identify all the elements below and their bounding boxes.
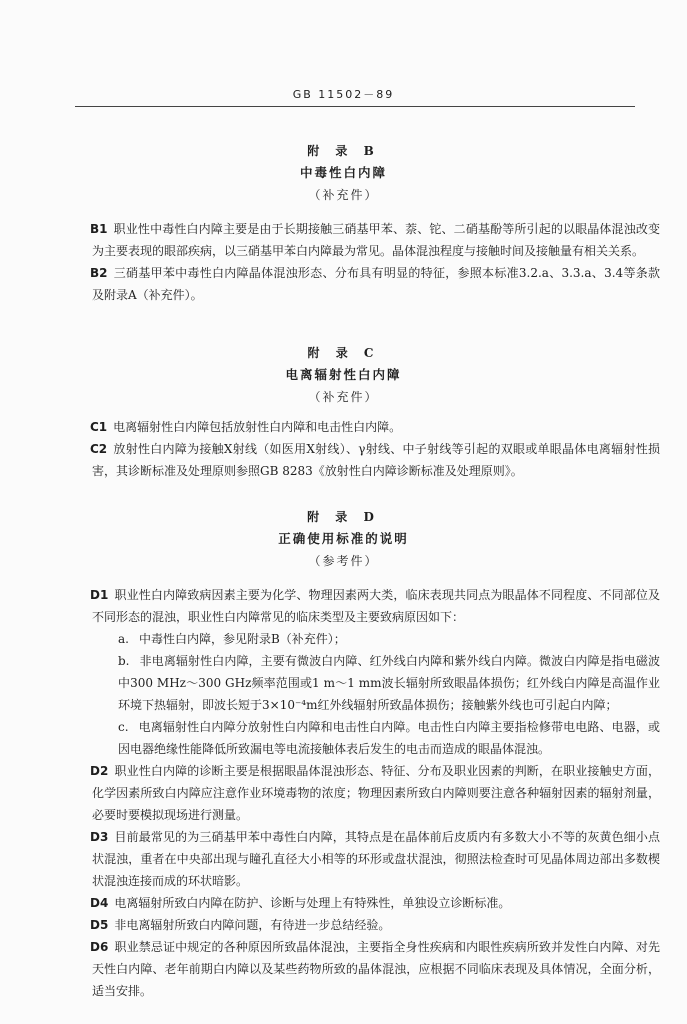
appendix-d-note: （参考件）	[308, 554, 379, 568]
clause-text: 非电离辐射所致白内障问题，有待进一步总结经验。	[114, 918, 391, 932]
appendix-b-heading	[0, 140, 687, 206]
clause-text: 职业性中毒性白内障主要是由于长期接触三硝基甲苯、萘、铊、二硝基酚等所引起的以眼晶体混浊改变为主要表现的眼部疾病，以三硝基甲苯白内障最为常见。晶体混浊程度与接触时间及接触量有相关关系。	[92, 222, 660, 258]
appendix-c-body	[92, 416, 660, 482]
list-text: 非电离辐射性白内障，主要有微波白内障、红外线白内障和紫外线白内障。微波白内障是指电磁波中300 MHz～300 GHz频率范围或1 m～1 mm波长辐射所致眼晶体损伤；红外线白内障是高温作业环境下热辐射，即波长短于3×10⁻⁴m红外线辐射所致晶体损伤；接触紫外线也可引起白内障；	[118, 654, 660, 712]
header-rule	[75, 106, 635, 107]
appendix-c-heading	[0, 342, 687, 408]
clause-number: B2	[90, 266, 108, 280]
list-item-b	[118, 650, 660, 716]
paragraph-d2	[92, 760, 660, 826]
clause-number: D3	[90, 830, 109, 844]
paragraph-b1	[92, 218, 660, 262]
list-text: 中毒性白内障，参见附录B（补充件）；	[138, 632, 346, 646]
paragraph-d1	[92, 584, 660, 628]
clause-text: 目前最常见的为三硝基甲苯中毒性白内障，其特点是在晶体前后皮质内有多数大小不等的灰黄色细小点状混浊，重者在中央部出现与瞳孔直径大小相等的环形或盘状混浊，彻照法检查时可见晶体周边部出多数楔状混浊连接而成的环状暗影。	[92, 830, 660, 888]
clause-text: 电离辐射所致白内障在防护、诊断与处理上有特殊性，单独设立诊断标准。	[114, 896, 511, 910]
appendix-d-label: 附 录 D	[307, 510, 380, 524]
list-item-a	[118, 628, 660, 650]
clause-number: D4	[90, 896, 109, 910]
clause-number: C1	[90, 420, 108, 434]
list-label: b.	[118, 654, 130, 668]
appendix-d-title: 正确使用标准的说明	[278, 531, 409, 546]
standard-code-header: GB 11502－89	[292, 88, 395, 101]
clause-text: 电离辐射性白内障包括放射性白内障和电击性白内障。	[113, 420, 402, 434]
paragraph-d5	[92, 914, 660, 936]
appendix-b-title: 中毒性白内障	[299, 165, 387, 180]
appendix-c-note: （补充件）	[308, 390, 379, 404]
clause-number: D2	[90, 764, 109, 778]
appendix-c-label: 附 录 C	[307, 346, 380, 360]
paragraph-c2	[92, 438, 660, 482]
appendix-c-title: 电离辐射性白内障	[285, 367, 402, 382]
paragraph-d6	[92, 936, 660, 1002]
paragraph-c1	[92, 416, 660, 438]
clause-number: C2	[90, 442, 108, 456]
paragraph-d4	[92, 892, 660, 914]
clause-text: 三硝基甲苯中毒性白内障晶体混浊形态、分布具有明显的特征，参照本标准3.2.a、3.3.a、3.4等条款及附录A（补充件）。	[92, 266, 660, 302]
list-text: 电离辐射性白内障分放射性白内障和电击性白内障。电击性白内障主要指检修带电电路、电器，或因电器绝缘性能降低所致漏电等电流接触体表后发生的电击而造成的眼晶体混浊。	[118, 720, 660, 756]
clause-text: 放射性白内障为接触X射线（如医用X射线）、γ射线、中子射线等引起的双眼或单眼晶体电离辐射性损害，其诊断标准及处理原则参照GB 8283《放射性白内障诊断标准及处理原则》。	[92, 442, 660, 478]
clause-number: D6	[90, 940, 109, 954]
list-item-c	[118, 716, 660, 760]
list-label: c.	[118, 720, 129, 734]
appendix-b-label: 附 录 B	[307, 144, 380, 158]
appendix-b-body	[92, 218, 660, 306]
clause-text: 职业禁忌证中规定的各种原因所致晶体混浊，主要指全身性疾病和内眼性疾病所致并发性白内障、对先天性白内障、老年前期白内障以及某些药物所致的晶体混浊，应根据不同临床表现及具体情况，全面分析，适当安排。	[92, 940, 660, 998]
list-label: a.	[118, 632, 129, 646]
clause-number: D5	[90, 918, 109, 932]
appendix-d-heading	[0, 506, 687, 572]
appendix-d-body	[92, 584, 660, 1002]
clause-text: 职业性白内障的诊断主要是根据眼晶体混浊形态、特征、分布及职业因素的判断，在职业接触史方面，化学因素所致白内障应注意作业环境毒物的浓度；物理因素所致白内障则要注意各种辐射因素的辐射剂量，必要时要模拟现场进行测量。	[92, 764, 660, 822]
paragraph-d3	[92, 826, 660, 892]
appendix-b-note: （补充件）	[308, 188, 379, 202]
clause-text: 职业性白内障致病因素主要为化学、物理因素两大类，临床表现共同点为眼晶体不同程度、不同部位及不同形态的混浊，职业性白内障常见的临床类型及主要致病原因如下：	[92, 588, 660, 624]
clause-number: B1	[90, 222, 108, 236]
clause-number: D1	[90, 588, 109, 602]
paragraph-b2	[92, 262, 660, 306]
